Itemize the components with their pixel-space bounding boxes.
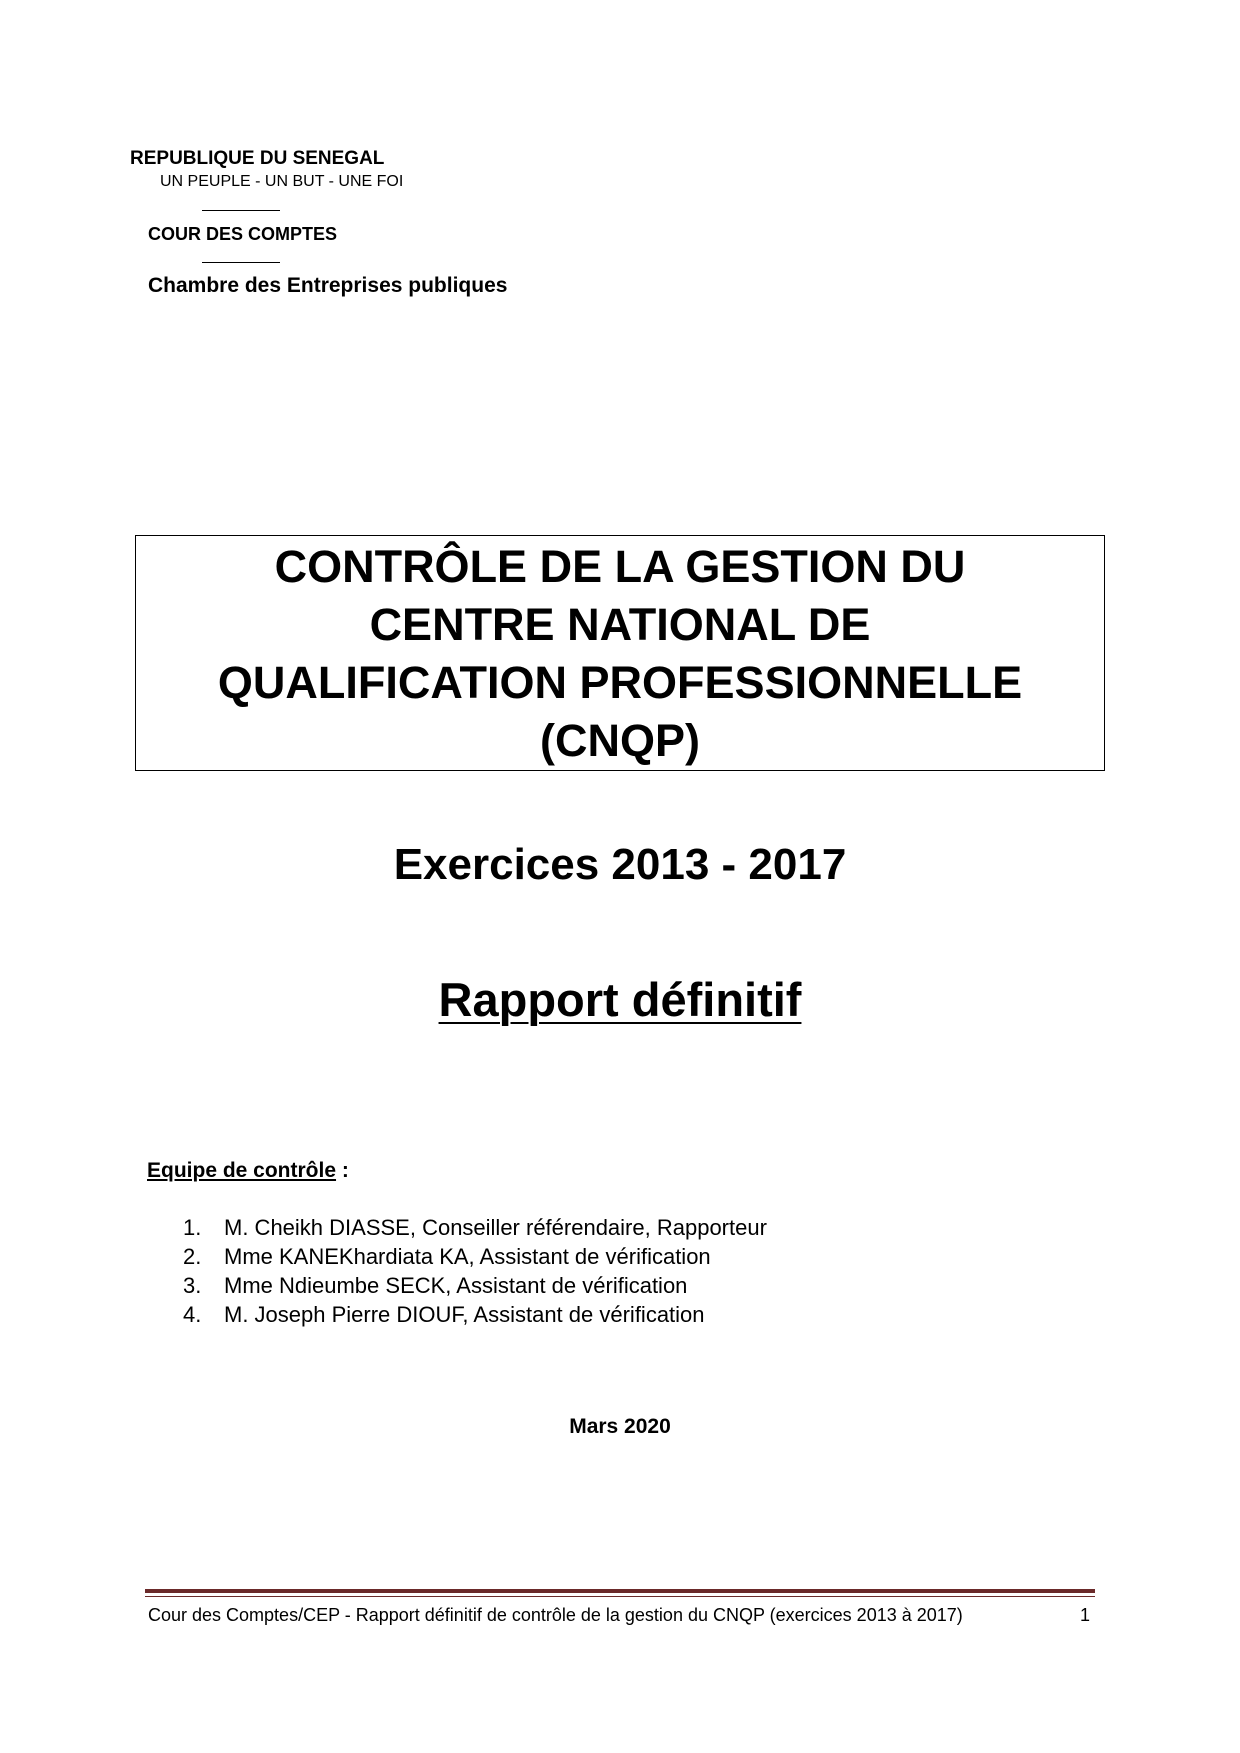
report-type (0, 972, 1240, 1027)
team-heading-colon: : (336, 1159, 349, 1182)
title-line: CONTRÔLE DE LA GESTION DU (274, 541, 966, 592)
header-divider (202, 210, 280, 211)
member-text: M. Cheikh DIASSE, Conseiller référendaire, Rapporteur (224, 1215, 767, 1240)
member-text: Mme KANEKhardiata KA, Assistant de vérification (224, 1244, 711, 1269)
header-divider (202, 262, 280, 263)
member-text: Mme Ndieumbe SECK, Assistant de vérification (224, 1273, 688, 1298)
list-number: 2. (183, 1244, 202, 1269)
member-text: M. Joseph Pierre DIOUF, Assistant de vérification (224, 1302, 705, 1327)
title-line: CENTRE NATIONAL DE (369, 599, 871, 650)
team-heading-label: Equipe de contrôle (147, 1159, 337, 1182)
footer-rule (145, 1596, 1095, 1597)
page-number: 1 (1080, 1605, 1091, 1625)
title-line: (CNQP) (540, 715, 700, 766)
republic-name: REPUBLIQUE DU SENEGAL (130, 148, 385, 169)
report-type-label: Rapport définitif (438, 973, 802, 1026)
national-motto: UN PEUPLE - UN BUT - UNE FOI (160, 173, 404, 190)
footer-text: Cour des Comptes/CEP - Rapport définitif de contrôle de la gestion du CNQP (exercices 2013 à 2017) (148, 1605, 963, 1625)
report-title (136, 538, 1104, 770)
fiscal-years: Exercices 2013 - 2017 (393, 840, 847, 889)
report-date: Mars 2020 (569, 1415, 671, 1438)
list-number: 1. (183, 1215, 202, 1240)
title-line: QUALIFICATION PROFESSIONNELLE (217, 657, 1023, 708)
list-number: 4. (183, 1302, 202, 1327)
footer-rule (145, 1589, 1095, 1593)
team-heading (147, 1159, 349, 1183)
report-title-box (135, 535, 1105, 771)
court-name: COUR DES COMPTES (148, 224, 338, 244)
list-number: 3. (183, 1273, 202, 1298)
chamber-name: Chambre des Entreprises publiques (148, 274, 508, 297)
